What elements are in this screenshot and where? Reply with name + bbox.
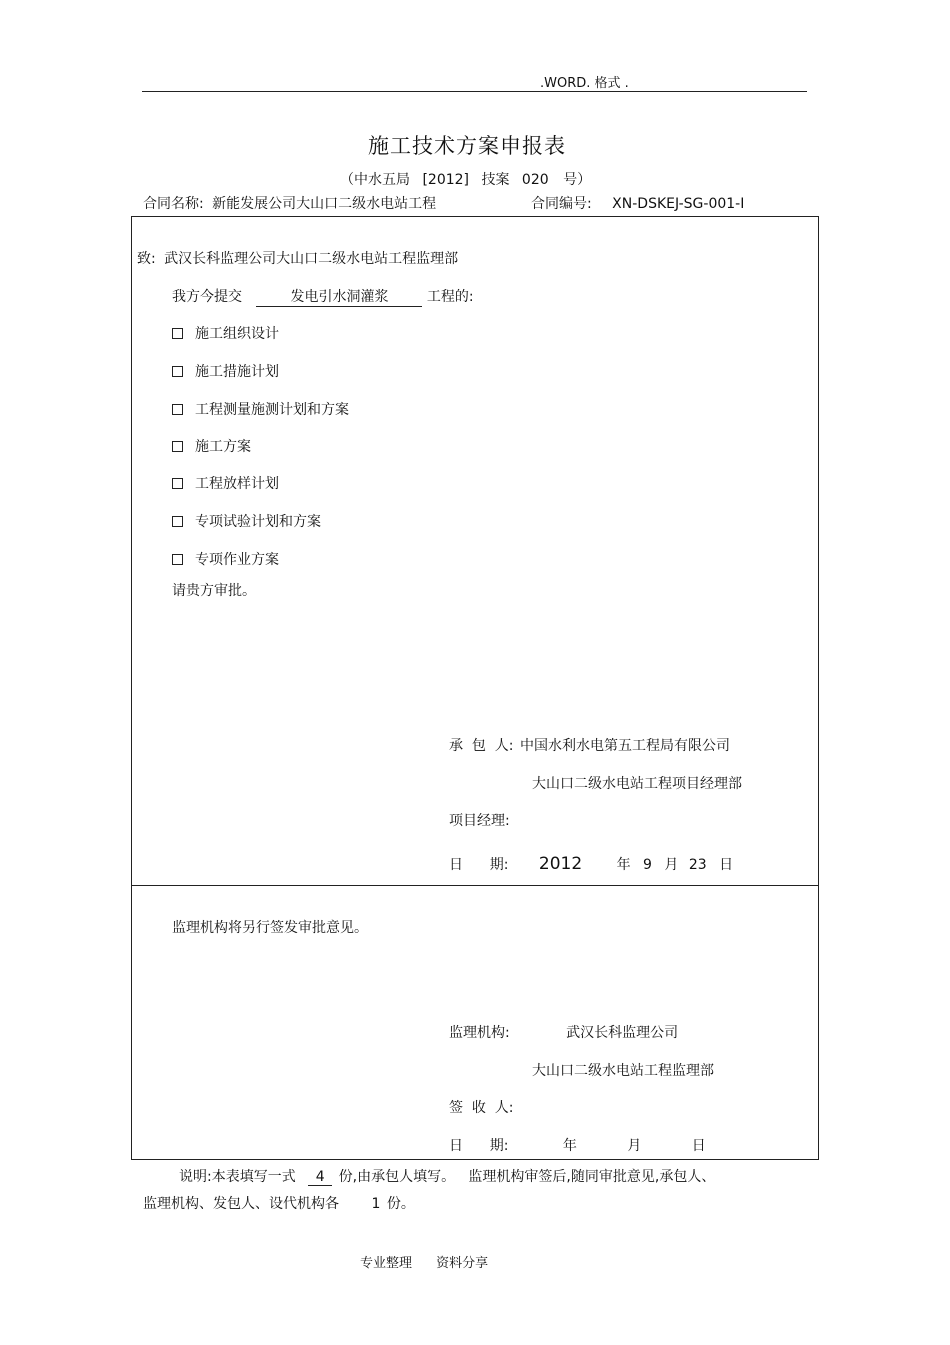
submission-prefix: 我方今提交 (172, 289, 242, 305)
doc-number-type: 技案 (481, 172, 510, 188)
footnote-line2-copies: 1 (371, 1196, 381, 1212)
agency-label: 监理机构: (449, 1025, 510, 1041)
date-day-unit: 日 (719, 857, 734, 873)
agency-dept: 大山口二级水电站工程监理部 (532, 1063, 714, 1079)
request-text: 请贵方审批。 (172, 583, 256, 599)
option-item[interactable] (172, 473, 279, 493)
footnote-line2-prefix: 监理机构、发包人、设代机构各 (143, 1196, 339, 1212)
footer-left: 专业整理 (360, 1256, 413, 1271)
checkbox[interactable] (172, 441, 183, 452)
checkbox[interactable] (172, 404, 183, 415)
section-divider (131, 885, 819, 886)
contractor-date (449, 854, 733, 874)
option-item[interactable] (172, 436, 251, 456)
footer-right: 资料分享 (436, 1256, 489, 1271)
supervision-note: 监理机构将另行签发审批意见。 (172, 920, 368, 936)
option-label: 工程放样计划 (195, 476, 279, 492)
footnote-copies: 4 (308, 1169, 332, 1186)
option-label: 施工措施计划 (195, 364, 279, 380)
option-item[interactable] (172, 399, 349, 419)
option-item[interactable] (172, 323, 279, 343)
submission-suffix: 工程的: (426, 289, 474, 305)
contract-name-value: 新能发展公司大山口二级水电站工程 (212, 196, 437, 212)
form-box (131, 216, 819, 1160)
contract-code-label: 合同编号: (531, 196, 592, 212)
footnote-line-2 (143, 1193, 415, 1213)
date-day: 23 (688, 857, 707, 873)
doc-number-year: [2012] (422, 172, 470, 188)
month-unit: 月 (627, 1138, 642, 1154)
footnote-line-1 (179, 1166, 715, 1186)
addressee-value: 武汉长科监理公司大山口二级水电站工程监理部 (164, 251, 459, 267)
checkbox[interactable] (172, 478, 183, 489)
header-divider (142, 91, 807, 92)
doc-number-open: （中水五局 (340, 172, 410, 188)
checkbox[interactable] (172, 366, 183, 377)
contract-code-value: XN-DSKEJ-SG-001-Ⅰ (612, 196, 745, 212)
receiver-label: 签 收 人: (449, 1100, 514, 1116)
option-item[interactable] (172, 549, 279, 569)
contractor-value: 中国水利水电第五工程局有限公司 (519, 738, 730, 754)
checkbox[interactable] (172, 328, 183, 339)
date-year: 2012 (538, 854, 583, 874)
doc-number (340, 169, 591, 189)
date-year-unit: 年 (616, 857, 631, 873)
footnote-line2-suffix: 份。 (386, 1196, 415, 1212)
checkbox[interactable] (172, 554, 183, 565)
submission-line (172, 286, 474, 307)
date-month: 9 (643, 857, 652, 873)
option-label: 专项作业方案 (195, 552, 279, 568)
addressee (137, 248, 458, 268)
contract-name-label: 合同名称: (143, 196, 204, 212)
contractor-dept: 大山口二级水电站工程项目经理部 (532, 776, 742, 792)
doc-number-num: 020 (521, 172, 549, 188)
addressee-label: 致: (137, 251, 156, 267)
footnote-middle: 份,由承包人填写。 监理机构审签后,随同审批意见,承包人、 (338, 1169, 716, 1185)
date-label: 日 期: (449, 857, 509, 873)
date-month-unit: 月 (664, 857, 679, 873)
contractor-label: 承 包 人: (449, 738, 514, 754)
date-label: 日 期: (449, 1138, 509, 1154)
contract-name (143, 193, 436, 213)
option-label: 专项试验计划和方案 (195, 514, 321, 530)
footnote-prefix: 说明:本表填写一式 (179, 1169, 296, 1185)
option-item[interactable] (172, 361, 279, 381)
doc-number-close: 号） (563, 172, 592, 188)
agency (449, 1022, 678, 1042)
option-label: 施工方案 (195, 439, 251, 455)
footer (360, 1252, 488, 1271)
agency-value: 武汉长科监理公司 (566, 1025, 679, 1041)
checkbox[interactable] (172, 516, 183, 527)
option-label: 工程测量施测计划和方案 (195, 402, 349, 418)
option-label: 施工组织设计 (195, 326, 279, 342)
option-item[interactable] (172, 511, 321, 531)
page-title: 施工技术方案申报表 (368, 134, 566, 158)
submission-project: 发电引水洞灌浆 (256, 286, 422, 307)
contract-code (531, 193, 744, 213)
contractor (449, 735, 730, 755)
day-unit: 日 (691, 1138, 706, 1154)
manager-label: 项目经理: (449, 813, 510, 829)
header-watermark: .WORD. 格式 . (540, 76, 629, 91)
year-unit: 年 (562, 1138, 577, 1154)
agency-date (449, 1135, 706, 1155)
